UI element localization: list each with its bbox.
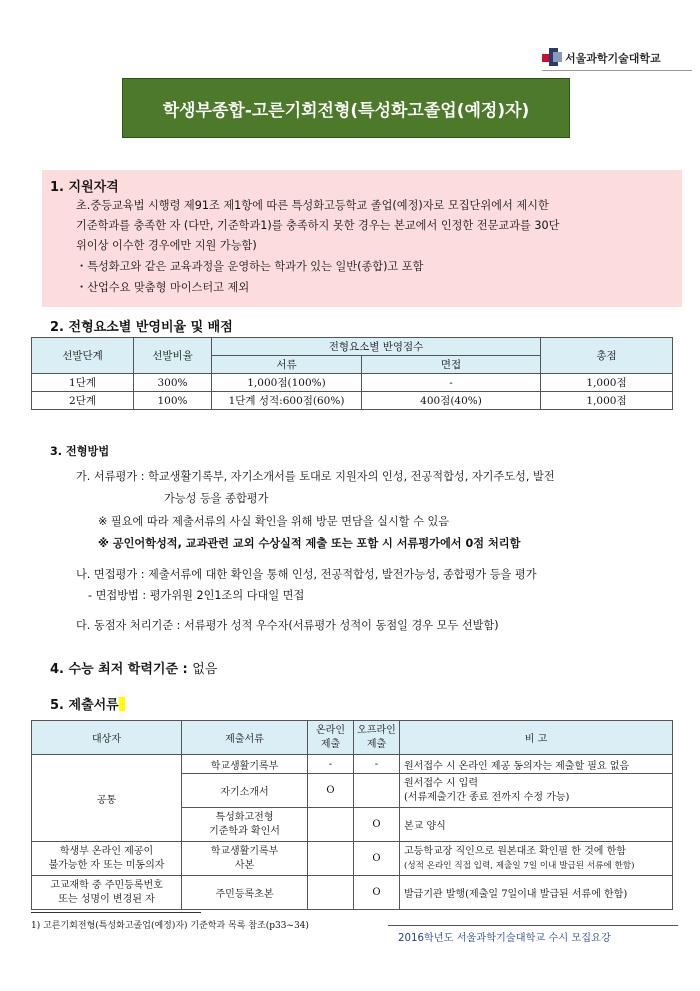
cell-doc: 특성화고전형 기준학과 확인서 (182, 808, 308, 842)
cell-note: 원서접수 시 입력 (서류제출기간 종료 전까지 수정 가능) (400, 774, 673, 808)
eligibility-section (42, 170, 682, 307)
table-row (32, 374, 673, 392)
cell-target: 고교재학 중 주민등록번호 또는 성명이 변경된 자 (32, 876, 182, 910)
documents-table (31, 720, 673, 910)
documents-heading (50, 694, 125, 713)
header-interview: 면접 (362, 356, 541, 374)
documents-heading-text: 5. 제출서류 (50, 698, 119, 713)
page-footer: 2016학년도 서울과학기술대학교 수시 모집요강 (398, 933, 611, 944)
cell-target: 학생부 온라인 제공이 불가능한 자 또는 미동의자 (32, 842, 182, 876)
method-ga-line-1: 가. 서류평가 : 학교생활기록부, 자기소개서를 토대로 지원자의 인성, 전공적합성, 자기주도성, 발전 (76, 470, 555, 483)
method-note-2: ※ 공인어학성적, 교과관련 교외 수상실적 제출 또는 포함 시 서류평가에서 0점 처리함 (98, 537, 521, 550)
cell-total: 1,000점 (541, 392, 673, 410)
cell-note: 발급기관 발행(제출일 7일이내 발급된 서류에 한함) (400, 876, 673, 910)
header-online: 온라인 제출 (308, 721, 354, 755)
cell-offline: O (354, 842, 400, 876)
page-title: 학생부종합-고른기회전형(특성화고졸업(예정)자) (162, 100, 530, 121)
cell-note (400, 842, 673, 876)
method-note-1: ※ 필요에 따라 제출서류의 사실 확인을 위해 방문 면담을 실시할 수 있음 (98, 515, 450, 528)
table-row (32, 842, 673, 876)
footnote-divider (31, 912, 201, 913)
university-logo (542, 48, 661, 68)
page-title-box (122, 78, 570, 138)
header-elements: 전형요소별 반영점수 (212, 338, 541, 356)
footer-divider (388, 925, 678, 926)
cell-offline: O (354, 876, 400, 910)
cell-offline: O (354, 808, 400, 842)
eligibility-bullet-2: ・산업수요 맞춤형 마이스터고 제외 (76, 281, 250, 294)
header-total: 총점 (541, 338, 673, 374)
cell-interview: - (362, 374, 541, 392)
cell-target-common: 공통 (32, 755, 182, 842)
cell-note: 본교 양식 (400, 808, 673, 842)
header-target: 대상자 (32, 721, 182, 755)
note-line-2: (성적 온라인 직접 입력, 제출일 7일 이내 발급된 서류에 한함) (404, 860, 635, 871)
cell-offline (354, 774, 400, 808)
cell-doc: 주민등록초본 (182, 876, 308, 910)
cell-online: - (308, 755, 354, 774)
eligibility-line-1: 초.중등교육법 시행령 제91조 제1항에 따른 특성화고등학교 졸업(예정)자로 모집단위에서 제시한 (76, 199, 549, 212)
cell-online: O (308, 774, 354, 808)
eligibility-line-2: 기준학과를 충족한 자 (다만, 기준학과1)를 충족하지 못한 경우는 본교에서 인정한 전문교과를 30단 (76, 219, 560, 232)
header-offline: 오프라인 제출 (354, 721, 400, 755)
ratio-table (31, 337, 673, 410)
method-na-line-1: 나. 면접평가 : 제출서류에 대한 확인을 통해 인성, 전공적합성, 발전가능성, 종합평가 등을 평가 (76, 568, 537, 581)
table-row (32, 392, 673, 410)
cell-stage: 1단계 (32, 374, 134, 392)
footnote: 1) 고른기회전형(특성화고졸업(예정)자) 기준학과 목록 참조(p33~34) (31, 921, 309, 931)
cell-docs: 1단계 성적:600점(60%) (212, 392, 362, 410)
eligibility-line-3: 위이상 이수한 경우에만 지원 가능함) (76, 239, 257, 252)
cell-doc: 학교생활기록부 (182, 755, 308, 774)
method-na-line-2: - 면접방법 : 평가위원 2인1조의 다대일 면접 (88, 589, 305, 602)
csat-heading (50, 658, 217, 677)
eligibility-heading: 1. 지원자격 (50, 180, 119, 195)
table-row (32, 755, 673, 774)
cell-online (308, 876, 354, 910)
method-da-line: 다. 동점자 처리기준 : 서류평가 성적 우수자(서류평가 성적이 동점일 경우 모두 선발함) (76, 619, 499, 632)
header-ratio: 선발비율 (134, 338, 212, 374)
method-heading: 3. 전형방법 (50, 445, 110, 458)
logo-underline (542, 70, 692, 72)
table-row (32, 876, 673, 910)
csat-value: 없음 (192, 662, 218, 677)
cell-interview: 400점(40%) (362, 392, 541, 410)
highlight-mark (119, 697, 125, 711)
cell-docs: 1,000점(100%) (212, 374, 362, 392)
header-docs: 서류 (212, 356, 362, 374)
method-ga-line-2: 가능성 등을 종합평가 (164, 492, 269, 505)
logo-mark-icon (542, 48, 562, 68)
logo-name: 서울과학기술대학교 (565, 52, 661, 65)
cell-note: 원서접수 시 온라인 제공 동의자는 제출할 필요 없음 (400, 755, 673, 774)
cell-offline: - (354, 755, 400, 774)
eligibility-bullet-1: ・특성화고와 같은 교육과정을 운영하는 학과가 있는 일반(종합)고 포함 (76, 260, 424, 273)
cell-stage: 2단계 (32, 392, 134, 410)
cell-doc: 학교생활기록부 사본 (182, 842, 308, 876)
header-note: 비 고 (400, 721, 673, 755)
header-doc: 제출서류 (182, 721, 308, 755)
note-line-1: 고등학교장 직인으로 원본대조 확인필 한 것에 한함 (404, 845, 626, 857)
ratio-heading: 2. 전형요소별 반영비율 및 배점 (50, 320, 233, 335)
cell-online (308, 842, 354, 876)
cell-total: 1,000점 (541, 374, 673, 392)
cell-doc: 자기소개서 (182, 774, 308, 808)
cell-ratio: 300% (134, 374, 212, 392)
header-stage: 선발단계 (32, 338, 134, 374)
cell-online (308, 808, 354, 842)
cell-ratio: 100% (134, 392, 212, 410)
csat-label: 4. 수능 최저 학력기준 : (50, 662, 188, 677)
